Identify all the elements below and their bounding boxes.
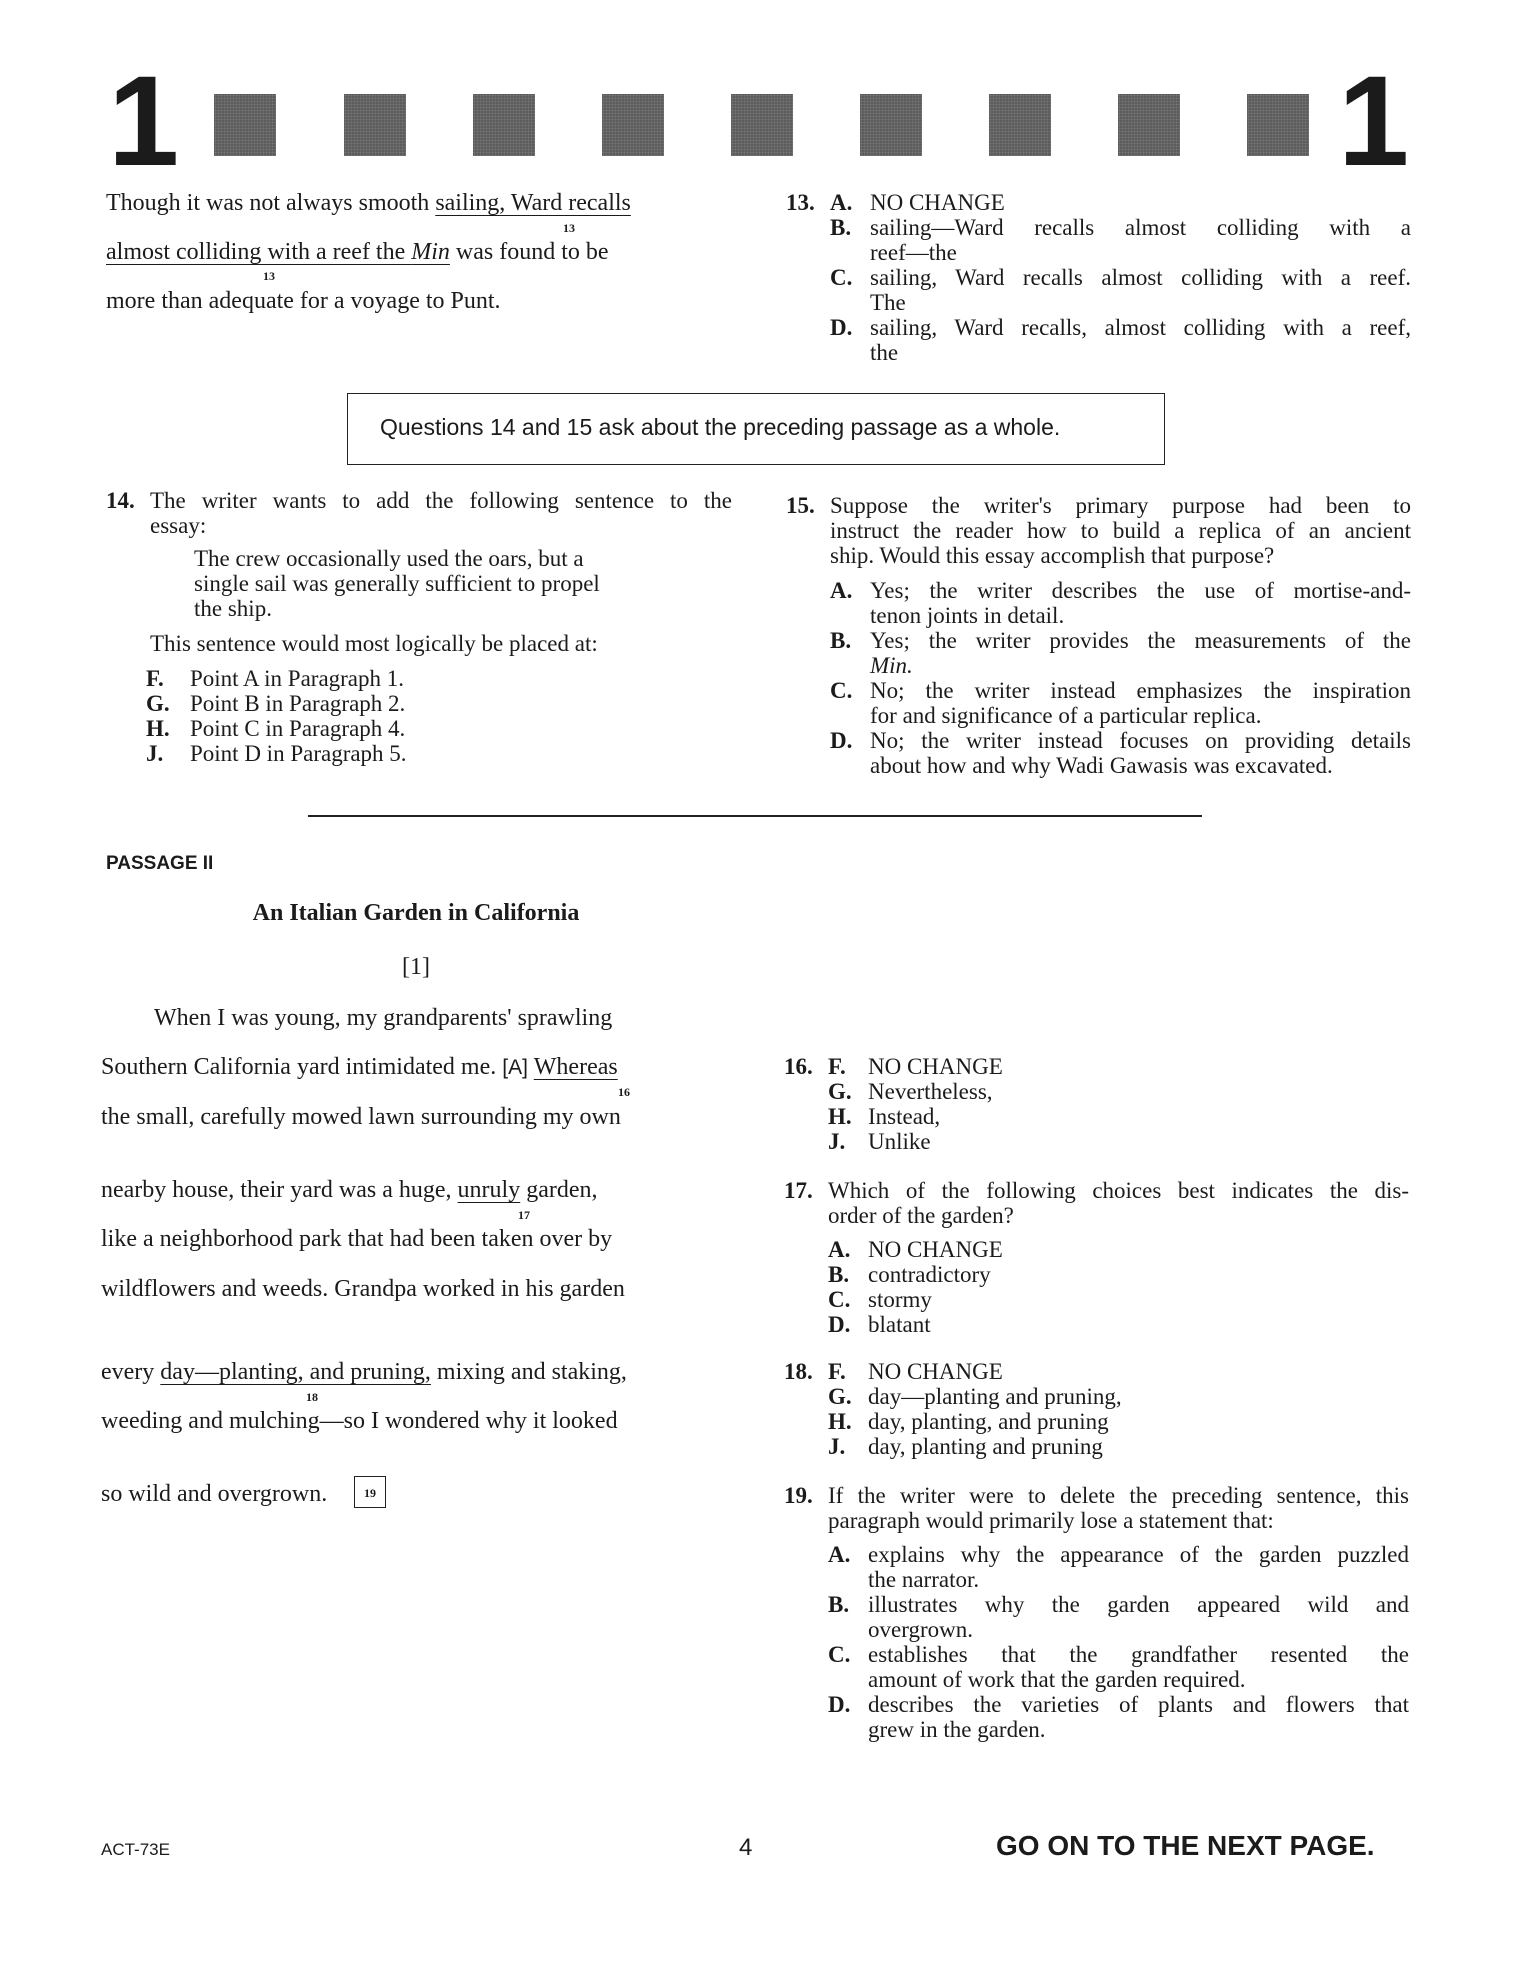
answer-option[interactable] (106, 741, 732, 766)
answer-option[interactable] (786, 190, 1411, 215)
option-letter: C. (830, 265, 853, 290)
option-letter: B. (830, 215, 852, 240)
answer-option[interactable] (784, 1542, 1409, 1592)
passage-line: the small, carefully mowed lawn surrounding my own (101, 1104, 621, 1130)
option-text: blatant (868, 1312, 931, 1337)
option-letter: F. (828, 1054, 846, 1079)
option-letter: D. (830, 315, 853, 340)
test-code: ACT-73E (101, 1840, 170, 1859)
option-letter: B. (828, 1592, 850, 1617)
passage-line: When I was young, my grandparents' sprawling (154, 1005, 613, 1031)
option-text: for and significance of a particular replica. (870, 703, 1262, 728)
passage-line: weeding and mulching—so I wondered why it looked (101, 1408, 618, 1434)
question-18 (784, 1359, 1409, 1459)
question-16 (784, 1054, 1409, 1154)
option-text: illustrates why the garden appeared wild and (868, 1592, 1409, 1617)
question-number: 19. (784, 1483, 813, 1508)
option-letter: G. (146, 691, 170, 716)
ship-name: Min. (870, 653, 913, 678)
question-stem: paragraph would primarily lose a statement that: (828, 1508, 1274, 1533)
underlined-portion-17[interactable]: unruly (457, 1177, 521, 1203)
passage-text: mixing and staking, (430, 1359, 627, 1385)
question-stem: ship. Would this essay accomplish that purpose? (830, 543, 1275, 568)
question-number: 18. (784, 1359, 813, 1384)
answer-option[interactable] (784, 1359, 1409, 1384)
option-letter: A. (828, 1542, 851, 1567)
option-text: grew in the garden. (868, 1717, 1046, 1742)
option-text: No; the writer instead focuses on providing details (870, 728, 1411, 753)
page-number: 4 (739, 1834, 753, 1861)
header-square (602, 94, 664, 156)
passage-line: like a neighborhood park that had been taken over by (101, 1226, 613, 1252)
question-19 (784, 1483, 1409, 1742)
next-page-notice: GO ON TO THE NEXT PAGE. (996, 1830, 1375, 1861)
passage-line (106, 237, 609, 267)
section-number-right: 1 (1338, 50, 1410, 193)
option-letter: J. (828, 1434, 846, 1459)
option-letter: D. (828, 1692, 851, 1717)
question-stem: The writer wants to add the following sentence to the (150, 488, 732, 513)
answer-option[interactable] (786, 265, 1411, 315)
passage-line: wildflowers and weeds. Grandpa worked in his garden (101, 1276, 625, 1302)
option-text: day, planting, and pruning (868, 1409, 1109, 1434)
quote-line: the ship. (194, 596, 272, 621)
question-marker-13: 13 (263, 269, 275, 283)
passage-title: An Italian Garden in California (252, 900, 580, 926)
option-letter: J. (146, 741, 164, 766)
option-letter: H. (828, 1409, 852, 1434)
option-text: No; the writer instead emphasizes the inspiration (870, 678, 1411, 703)
answer-option[interactable] (784, 1409, 1409, 1434)
option-text: NO CHANGE (870, 190, 1005, 215)
option-text: The (870, 290, 906, 315)
option-text: Point C in Paragraph 4. (190, 716, 406, 741)
quote-line: The crew occasionally used the oars, but a (194, 546, 584, 571)
option-letter: H. (828, 1104, 852, 1129)
underlined-portion-18[interactable]: day—planting, and pruning, (160, 1359, 431, 1385)
option-text: sailing, Ward recalls almost colliding with a reef. (870, 265, 1411, 290)
question-stem: If the writer were to delete the preceding sentence, this (828, 1483, 1409, 1508)
option-text: describes the varieties of plants and flowers that (868, 1692, 1409, 1717)
option-text: day—planting and pruning, (868, 1384, 1122, 1409)
answer-option[interactable] (784, 1384, 1409, 1409)
option-text: contradictory (868, 1262, 991, 1287)
option-text: sailing—Ward recalls almost colliding with a (870, 215, 1411, 240)
passage-line: so wild and overgrown. (101, 1481, 328, 1507)
answer-option[interactable] (784, 1262, 1409, 1287)
answer-option[interactable] (786, 628, 1411, 678)
question-marker-18: 18 (306, 1390, 318, 1404)
option-text: Point D in Paragraph 5. (190, 741, 407, 766)
passage-text: almost colliding with a reef the (106, 239, 412, 265)
question-prompt: This sentence would most logically be placed at: (150, 631, 598, 656)
answer-option[interactable] (786, 315, 1411, 365)
option-text: overgrown. (868, 1617, 973, 1642)
option-text: amount of work that the garden required. (868, 1667, 1246, 1692)
question-number: 17. (784, 1178, 813, 1203)
question-marker-17: 17 (518, 1208, 530, 1222)
question-number: 14. (106, 488, 135, 513)
answer-option[interactable] (106, 691, 732, 716)
passage-line: more than adequate for a voyage to Punt. (106, 288, 501, 314)
header-square (1118, 94, 1180, 156)
option-text: Unlike (868, 1129, 931, 1154)
option-letter: A. (830, 578, 853, 603)
question-stem: Which of the following choices best indicates the dis- (828, 1178, 1409, 1203)
passage-text: garden, (520, 1177, 598, 1203)
question-marker-16: 16 (618, 1085, 630, 1099)
option-letter: C. (830, 678, 853, 703)
option-letter: F. (146, 666, 164, 691)
option-text: Instead, (868, 1104, 941, 1129)
passage-line (101, 1052, 618, 1083)
option-letter: B. (828, 1262, 850, 1287)
question-marker-13: 13 (563, 221, 575, 235)
option-letter: C. (828, 1642, 851, 1667)
passage-text: Though it was not always smooth (106, 190, 436, 216)
answer-option[interactable] (784, 1237, 1409, 1262)
question-13 (786, 190, 1411, 365)
option-text: NO CHANGE (868, 1054, 1003, 1079)
point-marker-a: [A] (502, 1056, 534, 1079)
question-number: 13. (786, 190, 815, 215)
option-letter: F. (828, 1359, 846, 1384)
header-square (989, 94, 1051, 156)
option-text: the narrator. (868, 1567, 980, 1592)
question-marker-19-box[interactable]: 19 (354, 1476, 386, 1508)
passage-text: every (101, 1359, 161, 1385)
underlined-portion-16[interactable]: Whereas (533, 1054, 618, 1080)
passage-line (106, 188, 631, 218)
paragraph-number: [1] (402, 954, 430, 980)
question-14 (106, 488, 732, 766)
option-letter: C. (828, 1287, 851, 1312)
passage-label: PASSAGE II (106, 853, 214, 874)
header-square (860, 94, 922, 156)
option-letter: B. (830, 628, 852, 653)
questions-whole-passage-box (347, 393, 1165, 465)
answer-option[interactable] (786, 578, 1411, 628)
option-text: Point A in Paragraph 1. (190, 666, 405, 691)
answer-option[interactable] (784, 1287, 1409, 1312)
box-text: Questions 14 and 15 ask about the preceding passage as a whole. (380, 414, 1061, 440)
answer-option[interactable] (786, 215, 1411, 265)
option-letter: J. (828, 1129, 846, 1154)
answer-option[interactable] (784, 1129, 1409, 1154)
option-text: Nevertheless, (868, 1079, 993, 1104)
answer-option[interactable] (784, 1104, 1409, 1129)
quoted-sentence (106, 546, 732, 621)
answer-option[interactable] (784, 1434, 1409, 1459)
answer-option[interactable] (786, 728, 1411, 778)
question-stem: instruct the reader how to build a replica of an ancient (830, 518, 1411, 543)
option-letter: A. (828, 1237, 851, 1262)
header-square (1247, 94, 1309, 156)
answer-option[interactable] (784, 1079, 1409, 1104)
answer-option[interactable] (784, 1312, 1409, 1337)
answer-option[interactable] (784, 1692, 1409, 1742)
option-text: establishes that the grandfather resented the (868, 1642, 1409, 1667)
answer-option[interactable] (784, 1592, 1409, 1642)
underlined-portion-13[interactable]: sailing, Ward recalls (435, 190, 631, 216)
answer-option[interactable] (106, 666, 732, 691)
option-letter: D. (830, 728, 853, 753)
option-text: NO CHANGE (868, 1237, 1003, 1262)
header-square (214, 94, 276, 156)
question-15 (786, 493, 1411, 778)
option-text: about how and why Wadi Gawasis was excavated. (870, 753, 1333, 778)
option-text: explains why the appearance of the garden puzzled (868, 1542, 1409, 1567)
option-text: tenon joints in detail. (870, 603, 1065, 628)
answer-option[interactable] (106, 716, 732, 741)
answer-option[interactable] (786, 678, 1411, 728)
header-square (344, 94, 406, 156)
option-letter: G. (828, 1079, 852, 1104)
option-letter: G. (828, 1384, 852, 1409)
passage-line (101, 1357, 627, 1387)
option-text: sailing, Ward recalls, almost colliding with a reef, (870, 315, 1411, 340)
option-text: Yes; the writer describes the use of mortise-and- (870, 578, 1411, 603)
option-letter: A. (830, 190, 853, 215)
option-letter: D. (828, 1312, 851, 1337)
ship-name: Min (411, 239, 450, 265)
header-square (473, 94, 535, 156)
passage-text: nearby house, their yard was a huge, (101, 1177, 458, 1203)
option-text: day, planting and pruning (868, 1434, 1103, 1459)
header-square (731, 94, 793, 156)
passage-line (101, 1175, 598, 1205)
question-stem: essay: (150, 513, 207, 538)
option-text: Point B in Paragraph 2. (190, 691, 406, 716)
option-text: NO CHANGE (868, 1359, 1003, 1384)
question-number: 16. (784, 1054, 813, 1079)
question-17 (784, 1178, 1409, 1337)
option-text: the (870, 340, 899, 365)
section-number-left: 1 (108, 50, 180, 193)
question-stem: Suppose the writer's primary purpose had been to (830, 493, 1411, 518)
passage-text: Southern California yard intimidated me. (101, 1054, 503, 1080)
section-divider (308, 815, 1202, 817)
question-stem: order of the garden? (828, 1203, 1014, 1228)
option-text: stormy (868, 1287, 932, 1312)
option-text: Yes; the writer provides the measurements of the (870, 628, 1411, 653)
answer-option[interactable] (784, 1054, 1409, 1079)
question-number: 15. (786, 493, 815, 518)
option-text: reef—the (870, 240, 957, 265)
option-letter: H. (146, 716, 170, 741)
underlined-portion-13[interactable] (106, 239, 450, 265)
quote-line: single sail was generally sufficient to propel (194, 571, 600, 596)
passage-text: was found to be (449, 239, 609, 265)
answer-option[interactable] (784, 1642, 1409, 1692)
